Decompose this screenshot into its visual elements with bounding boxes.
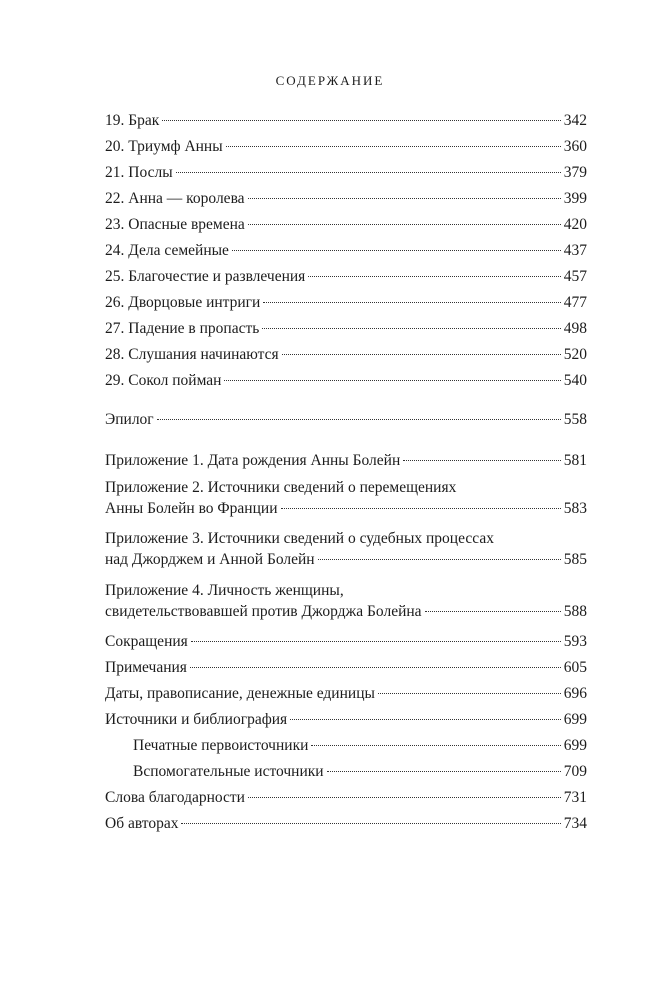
toc-entry-page: 420: [563, 216, 587, 233]
dot-leader: [311, 745, 560, 746]
toc-entry[interactable]: [105, 344, 587, 365]
dot-leader: [262, 328, 560, 329]
toc-entry-title: Приложение 1. Дата рождения Анны Болейн: [105, 452, 401, 469]
dot-leader: [157, 419, 561, 420]
dot-leader: [248, 224, 561, 225]
toc-entry-title: 19. Брак: [105, 112, 160, 129]
toc-entry-title: над Джорджем и Анной Болейн: [105, 551, 315, 568]
toc-entry-title: 27. Падение в пропасть: [105, 320, 260, 337]
dot-leader: [176, 172, 561, 173]
toc-entry-page: 399: [563, 190, 587, 207]
toc-entry[interactable]: [105, 110, 587, 131]
toc-entry[interactable]: [105, 318, 587, 339]
dot-leader: [232, 250, 561, 251]
toc-entry[interactable]: [105, 787, 587, 808]
toc-entry-page: 342: [563, 112, 587, 129]
toc-entry-title: 22. Анна — королева: [105, 190, 245, 207]
toc-entry[interactable]: [105, 292, 587, 313]
toc-entry[interactable]: [105, 214, 587, 235]
toc-entry-title: Даты, правописание, денежные единицы: [105, 685, 375, 702]
toc-entry[interactable]: [105, 528, 587, 570]
dot-leader: [425, 611, 561, 612]
toc-entry-title-line1: Приложение 4. Личность женщины,: [105, 582, 344, 599]
toc-entry-page: 457: [563, 268, 587, 285]
toc-subentry[interactable]: [105, 761, 587, 782]
toc-entry[interactable]: [105, 450, 587, 471]
toc-entry-page: 437: [563, 242, 587, 259]
dot-leader: [308, 276, 560, 277]
toc-entry-title: Печатные первоисточники: [133, 737, 309, 754]
toc-entry-page: 696: [563, 685, 587, 702]
dot-leader: [226, 146, 561, 147]
toc-entry[interactable]: [105, 657, 587, 678]
dot-leader: [290, 719, 561, 720]
toc-subentry[interactable]: [105, 735, 587, 756]
toc-entry-title: Источники и библиография: [105, 711, 288, 728]
toc-entry[interactable]: [105, 162, 587, 183]
toc-entry[interactable]: [105, 813, 587, 834]
toc-entry-page: 605: [563, 659, 587, 676]
toc-entry-title-line1: Приложение 2. Источники сведений о перемещениях: [105, 479, 457, 496]
toc-entry-title: 24. Дела семейные: [105, 242, 229, 259]
dot-leader: [190, 667, 561, 668]
toc-entry-title: Примечания: [105, 659, 187, 676]
toc-entry-page: 734: [563, 815, 587, 832]
dot-leader: [248, 198, 561, 199]
toc-entry-page: 558: [563, 411, 587, 428]
toc-entry-page: 520: [563, 346, 587, 363]
dot-leader: [263, 302, 560, 303]
toc-entry[interactable]: [105, 709, 587, 730]
toc-entry[interactable]: [105, 188, 587, 209]
toc-entry[interactable]: [105, 631, 587, 652]
toc-entry[interactable]: [105, 370, 587, 391]
toc-entry-title-line1: Приложение 3. Источники сведений о судебных процессах: [105, 530, 494, 547]
dot-leader: [378, 693, 561, 694]
toc-entry-page: 588: [563, 603, 587, 620]
toc-entry-title: 26. Дворцовые интриги: [105, 294, 261, 311]
toc-entry-title: Слова благодарности: [105, 789, 245, 806]
toc-entry-title: 20. Триумф Анны: [105, 138, 223, 155]
toc-entry[interactable]: [105, 477, 587, 519]
toc-entry-page: 709: [563, 763, 587, 780]
toc-entry-title: 21. Послы: [105, 164, 173, 181]
toc-entry-page: 593: [563, 633, 587, 650]
toc-entry[interactable]: [105, 240, 587, 261]
toc-entry-page: 699: [563, 737, 587, 754]
dot-leader: [282, 354, 561, 355]
toc-entry[interactable]: [105, 683, 587, 704]
toc-entry-page: 540: [563, 372, 587, 389]
toc-entry-title: 28. Слушания начинаются: [105, 346, 279, 363]
toc-entry-title: Об авторах: [105, 815, 179, 832]
toc-entry[interactable]: [105, 580, 587, 622]
dot-leader: [224, 380, 560, 381]
toc-entry[interactable]: [105, 409, 587, 430]
toc-entry-title: Анны Болейн во Франции: [105, 500, 278, 517]
toc-entry[interactable]: [105, 266, 587, 287]
dot-leader: [327, 771, 561, 772]
toc-entry-title: 29. Сокол пойман: [105, 372, 222, 389]
toc-entry-page: 581: [563, 452, 587, 469]
toc-entry-title: 25. Благочестие и развлечения: [105, 268, 306, 285]
page-heading: СОДЕРЖАНИЕ: [275, 73, 385, 88]
toc-entry-page: 731: [563, 789, 587, 806]
toc-entry-page: 585: [563, 551, 587, 568]
toc-entry-page: 583: [563, 500, 587, 517]
dot-leader: [162, 120, 560, 121]
dot-leader: [248, 797, 561, 798]
toc-entry-title: Сокращения: [105, 633, 188, 650]
toc-entry-title: 23. Опасные времена: [105, 216, 245, 233]
dot-leader: [403, 460, 561, 461]
dot-leader: [318, 559, 561, 560]
toc-entry-title: свидетельствовавшей против Джорджа Болейна: [105, 603, 422, 620]
toc-entry-page: 699: [563, 711, 587, 728]
dot-leader: [191, 641, 561, 642]
dot-leader: [281, 508, 561, 509]
toc-entry-page: 498: [563, 320, 587, 337]
toc-entry-title: Эпилог: [105, 411, 154, 428]
toc-entry-page: 360: [563, 138, 587, 155]
toc-entry-title: Вспомогательные источники: [133, 763, 324, 780]
toc-entry-page: 477: [563, 294, 587, 311]
dot-leader: [181, 823, 560, 824]
toc-entry[interactable]: [105, 136, 587, 157]
toc-entry-page: 379: [563, 164, 587, 181]
